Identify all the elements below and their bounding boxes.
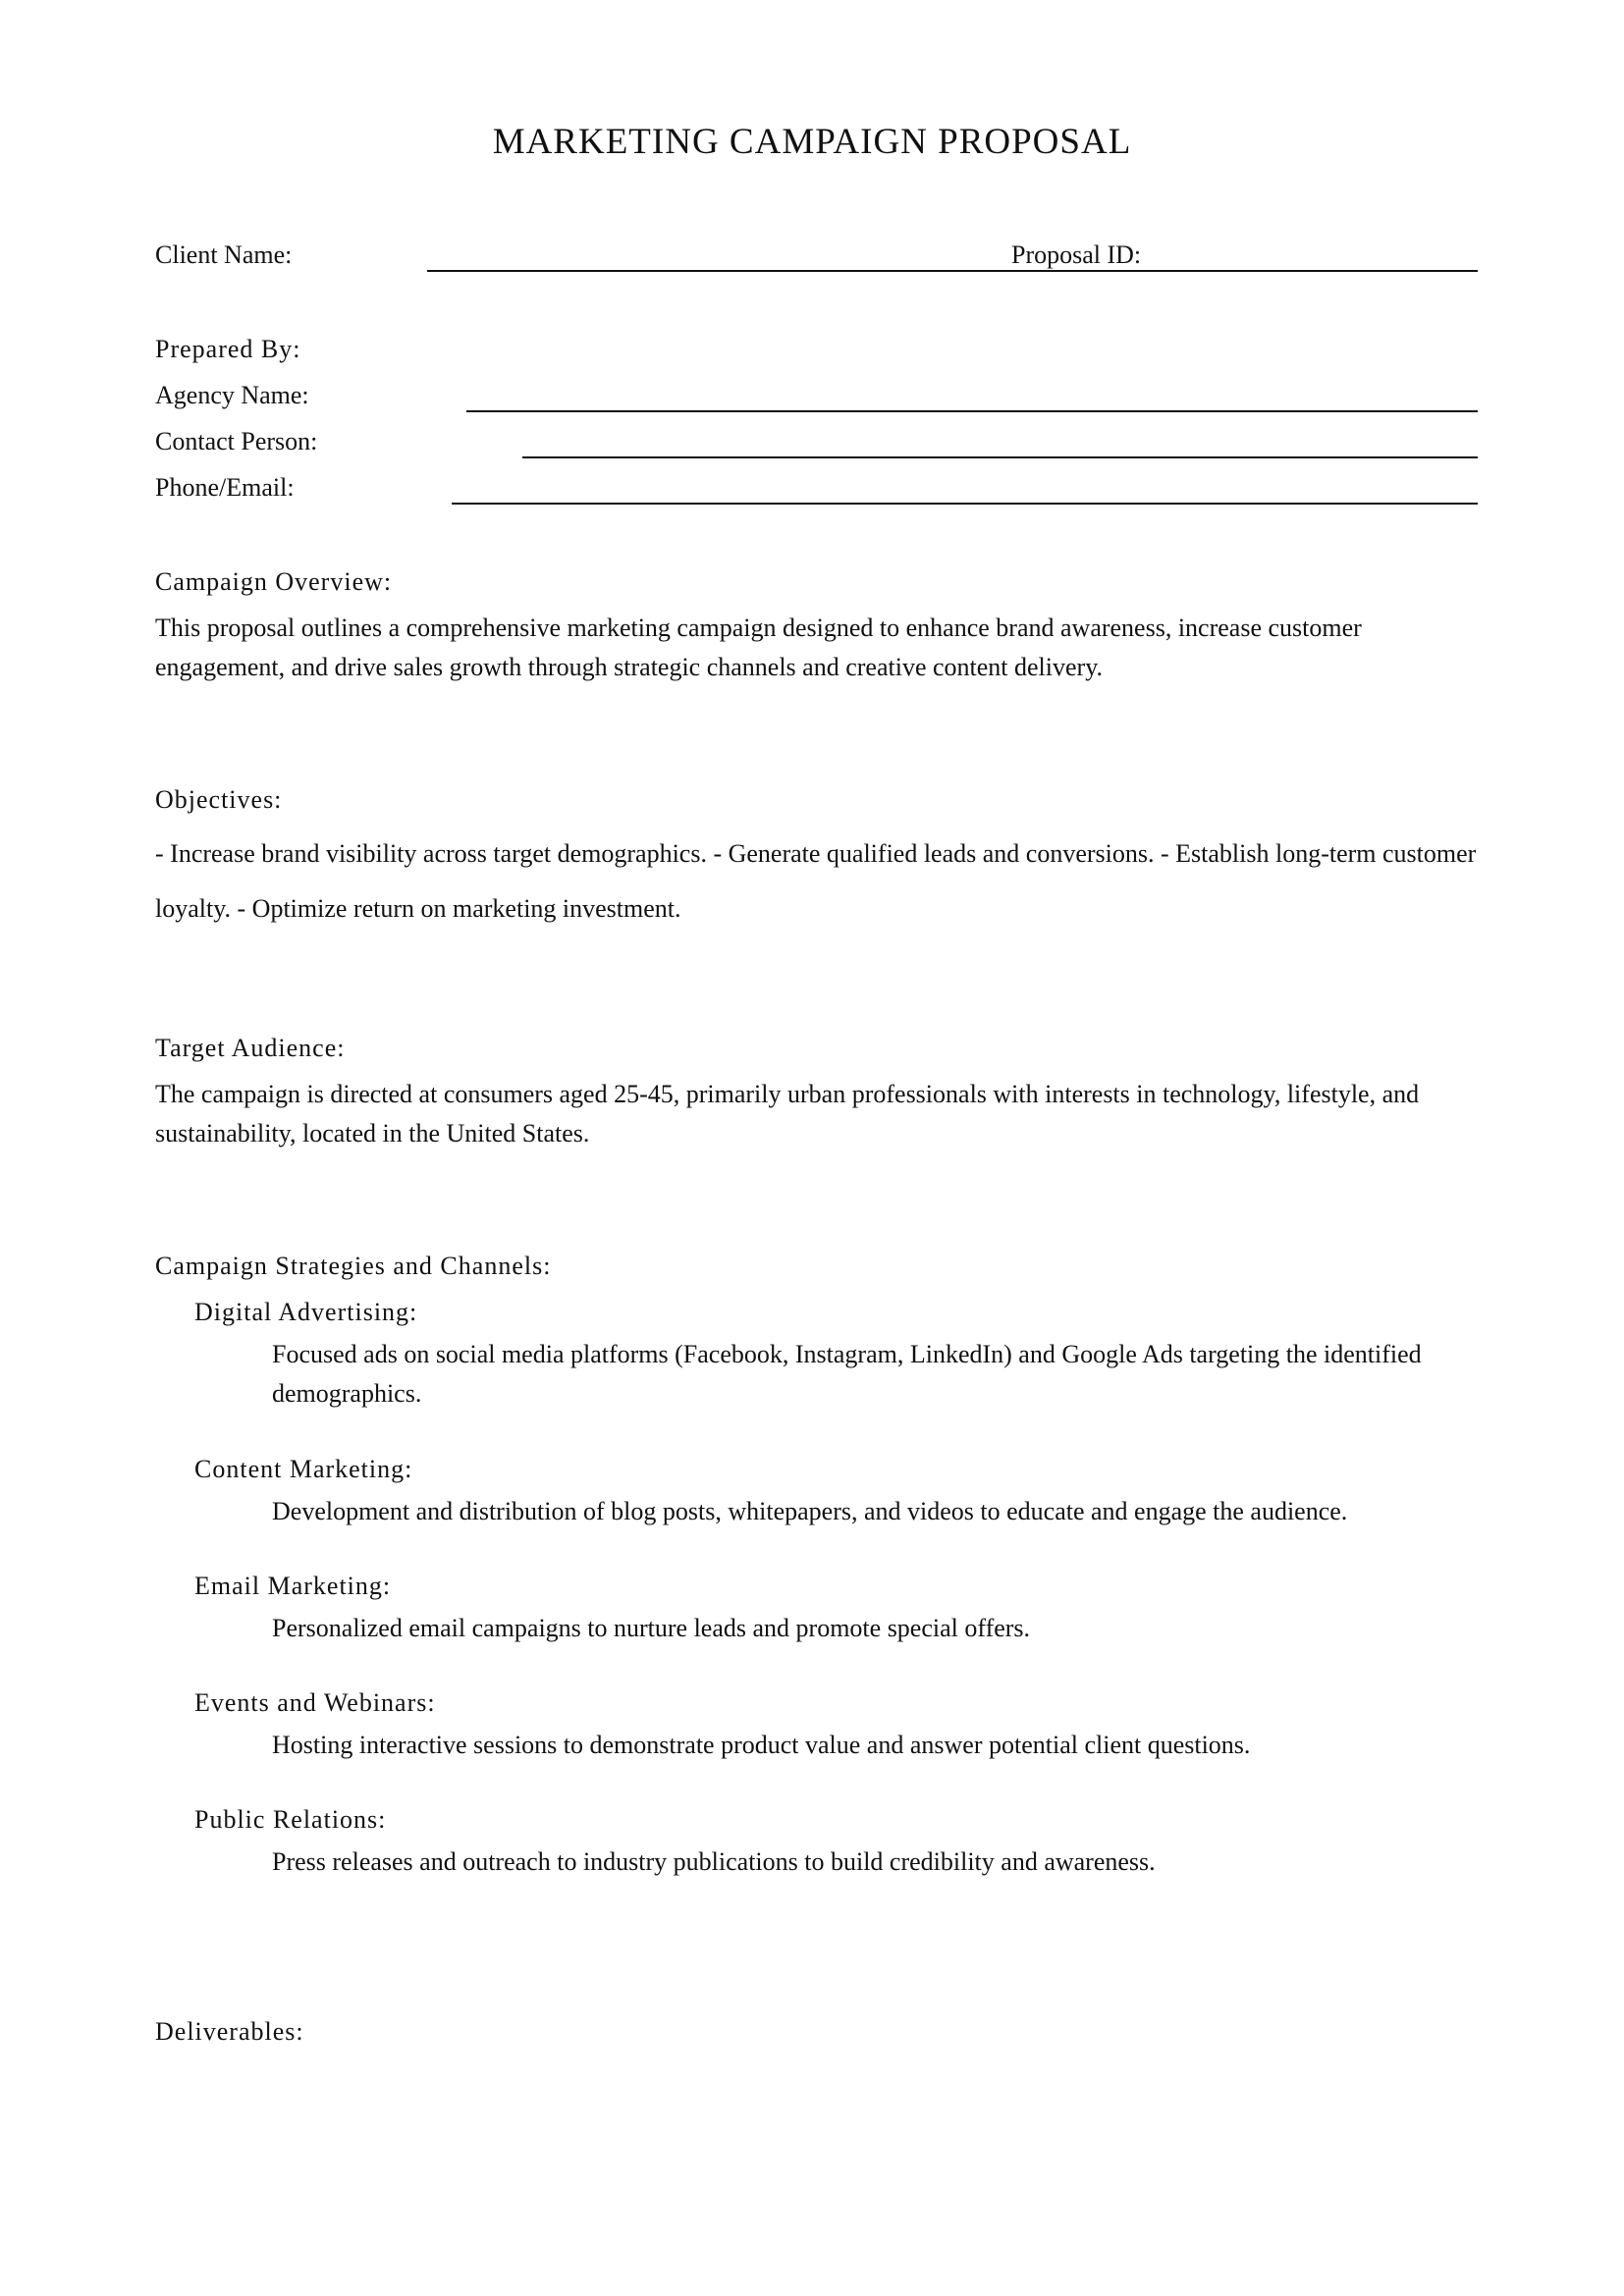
agency-name-field[interactable]	[466, 410, 1478, 412]
strategy-text-public-relations: Press releases and outreach to industry publications to build credibility and awareness.	[272, 1847, 1156, 1876]
phone-email-field[interactable]	[452, 503, 1478, 505]
strategy-title-public-relations: Public Relations:	[194, 1805, 387, 1834]
strategy-title-events-webinars: Events and Webinars:	[194, 1688, 436, 1717]
target-audience-heading: Target Audience:	[155, 1034, 346, 1062]
strategy-title-digital-advertising: Digital Advertising:	[194, 1298, 418, 1326]
deliverables-heading: Deliverables:	[155, 2017, 304, 2046]
campaign-overview-heading: Campaign Overview:	[155, 567, 393, 596]
strategy-text-events-webinars: Hosting interactive sessions to demonstrate product value and answer potential client questions.	[272, 1731, 1251, 1759]
contact-person-field[interactable]	[522, 456, 1478, 458]
strategy-text-email-marketing: Personalized email campaigns to nurture leads and promote special offers.	[272, 1614, 1031, 1642]
client-name-label: Client Name:	[155, 240, 293, 269]
objectives-text: - Increase brand visibility across target demographics. - Generate qualified leads and conversions. - Establish long-term customer loyalty. - Optimize return on marketing investment.	[155, 839, 1477, 923]
strategy-text-digital-advertising: Focused ads on social media platforms (Facebook, Instagram, LinkedIn) and Google Ads targeting the identified demographics.	[272, 1340, 1422, 1408]
strategy-title-email-marketing: Email Marketing:	[194, 1572, 392, 1600]
proposal-id-label: Proposal ID:	[1011, 240, 1142, 269]
agency-name-label: Agency Name:	[155, 381, 309, 409]
strategy-title-content-marketing: Content Marketing:	[194, 1455, 413, 1483]
objectives-heading: Objectives:	[155, 785, 283, 814]
target-audience-text: The campaign is directed at consumers aged 25-45, primarily urban professionals with interests in technology, lifestyle, and sustainability, located in the United States.	[155, 1080, 1420, 1148]
strategies-heading: Campaign Strategies and Channels:	[155, 1252, 552, 1280]
client-name-field[interactable]	[427, 270, 1478, 272]
document-title: MARKETING CAMPAIGN PROPOSAL	[492, 122, 1132, 162]
strategy-text-content-marketing: Development and distribution of blog posts, whitepapers, and videos to educate and engage the audience.	[272, 1497, 1348, 1525]
campaign-overview-text: This proposal outlines a comprehensive marketing campaign designed to enhance brand awareness, increase customer engagement, and drive sales growth through strategic channels and creative content delivery.	[155, 614, 1362, 681]
phone-email-label: Phone/Email:	[155, 473, 295, 502]
prepared-by-heading: Prepared By:	[155, 335, 301, 363]
contact-person-label: Contact Person:	[155, 427, 318, 455]
